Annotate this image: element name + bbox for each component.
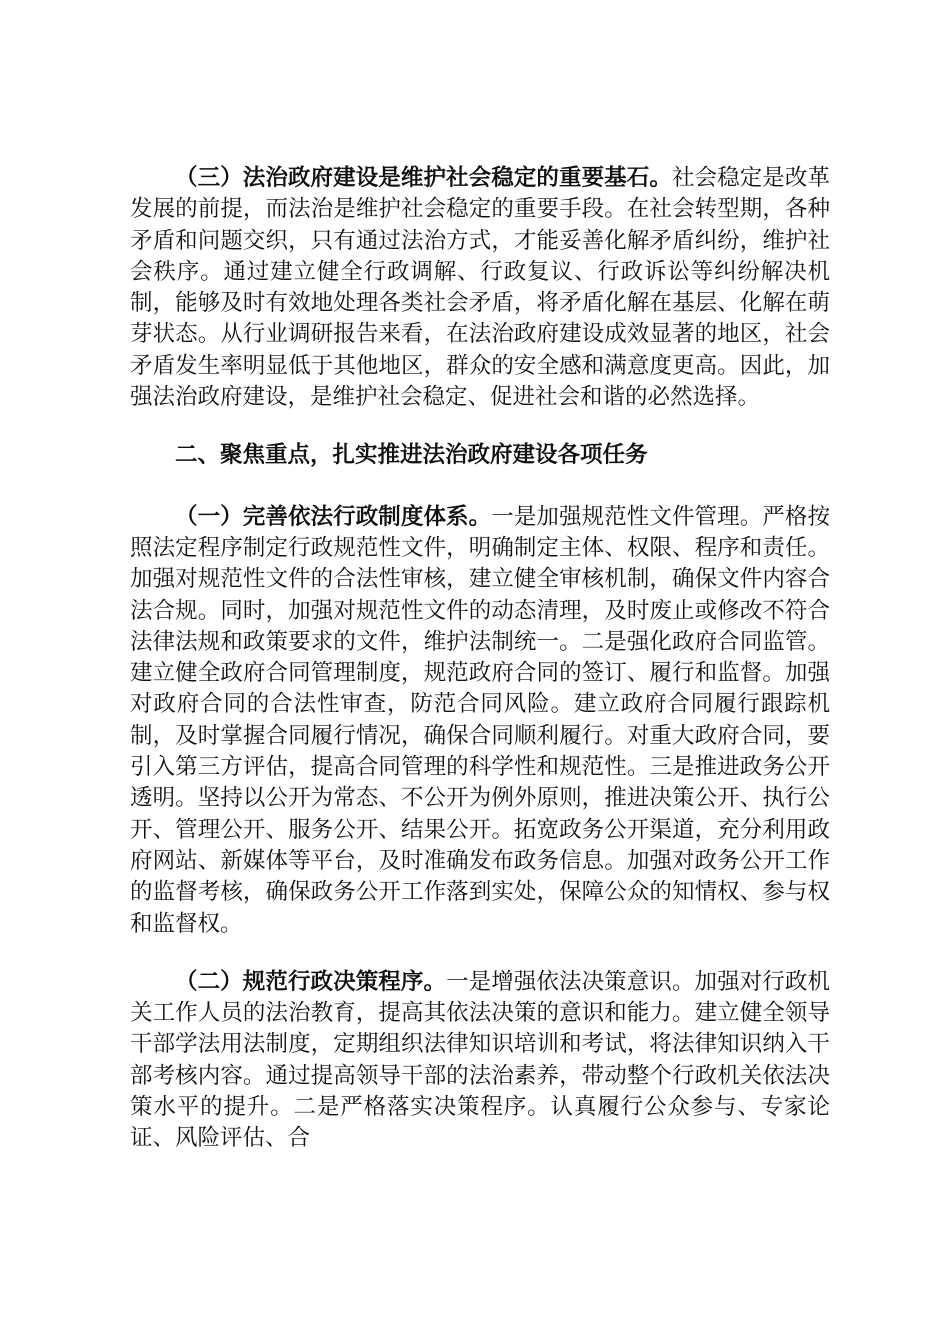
- paragraph-social-stability: [130, 163, 830, 413]
- paragraph-lead: （二）规范行政决策程序。: [175, 968, 447, 995]
- paragraph-text: 一是增强依法决策意识。加强对行政机关工作人员的法治教育，提高其依法决策的意识和能力。建立健全领导干部学法用法制度，定期组织法律知识培训和考试，将法律知识纳入干部考核内容。通过提高领导干部的法治素养，带动整个行政机关依法决策水平的提升。二是严格落实决策程序。认真履行公众参与、专家论证、风险评估、合: [130, 968, 830, 1152]
- paragraph-text: 社会稳定是改革发展的前提，而法治是维护社会稳定的重要手段。在社会转型期，各种矛盾和问题交织，只有通过法治方式，才能妥善化解矛盾纠纷，维护社会秩序。通过建立健全行政调解、行政复议、行政诉讼等纠纷解决机制，能够及时有效地处理各类社会矛盾，将矛盾化解在基层、化解在萌芽状态。从行业调研报告来看，在法治政府建设成效显著的地区，社会矛盾发生率明显低于其他地区，群众的安全感和满意度更高。因此，加强法治政府建设，是维护社会稳定、促进社会和谐的必然选择。: [130, 165, 830, 411]
- document-body: [130, 163, 830, 1182]
- paragraph-administrative-system: [130, 502, 830, 940]
- section-heading: 二、聚焦重点，扎实推进法治政府建设各项任务: [175, 442, 648, 469]
- paragraph-text: 一是加强规范性文件管理。严格按照法定程序制定行政规范性文件，明确制定主体、权限、程序和责任。加强对规范性文件的合法性审核，建立健全审核机制，确保文件内容合法合规。同时，加强对规范性文件的动态清理，及时废止或修改不符合法律法规和政策要求的文件，维护法制统一。二是强化政府合同监管。建立健全政府合同管理制度，规范政府合同的签订、履行和监督。加强对政府合同的合法性审查，防范合同风险。建立政府合同履行跟踪机制，及时掌握合同履行情况，确保合同顺利履行。对重大政府合同，要引入第三方评估，提高合同管理的科学性和规范性。三是推进政务公开透明。坚持以公开为常态、不公开为例外原则，推进决策公开、执行公开、管理公开、服务公开、结果公开。拓宽政务公开渠道，充分利用政府网站、新媒体等平台，及时准确发布政务信息。加强对政务公开工作的监督考核，确保政务公开工作落到实处，保障公众的知情权、参与权和监督权。: [130, 503, 830, 937]
- paragraph-lead: （一）完善依法行政制度体系。: [175, 503, 492, 530]
- paragraph-decision-procedure: [130, 967, 830, 1155]
- paragraph-lead: （三）法治政府建设是维护社会稳定的重要基石。: [175, 165, 672, 191]
